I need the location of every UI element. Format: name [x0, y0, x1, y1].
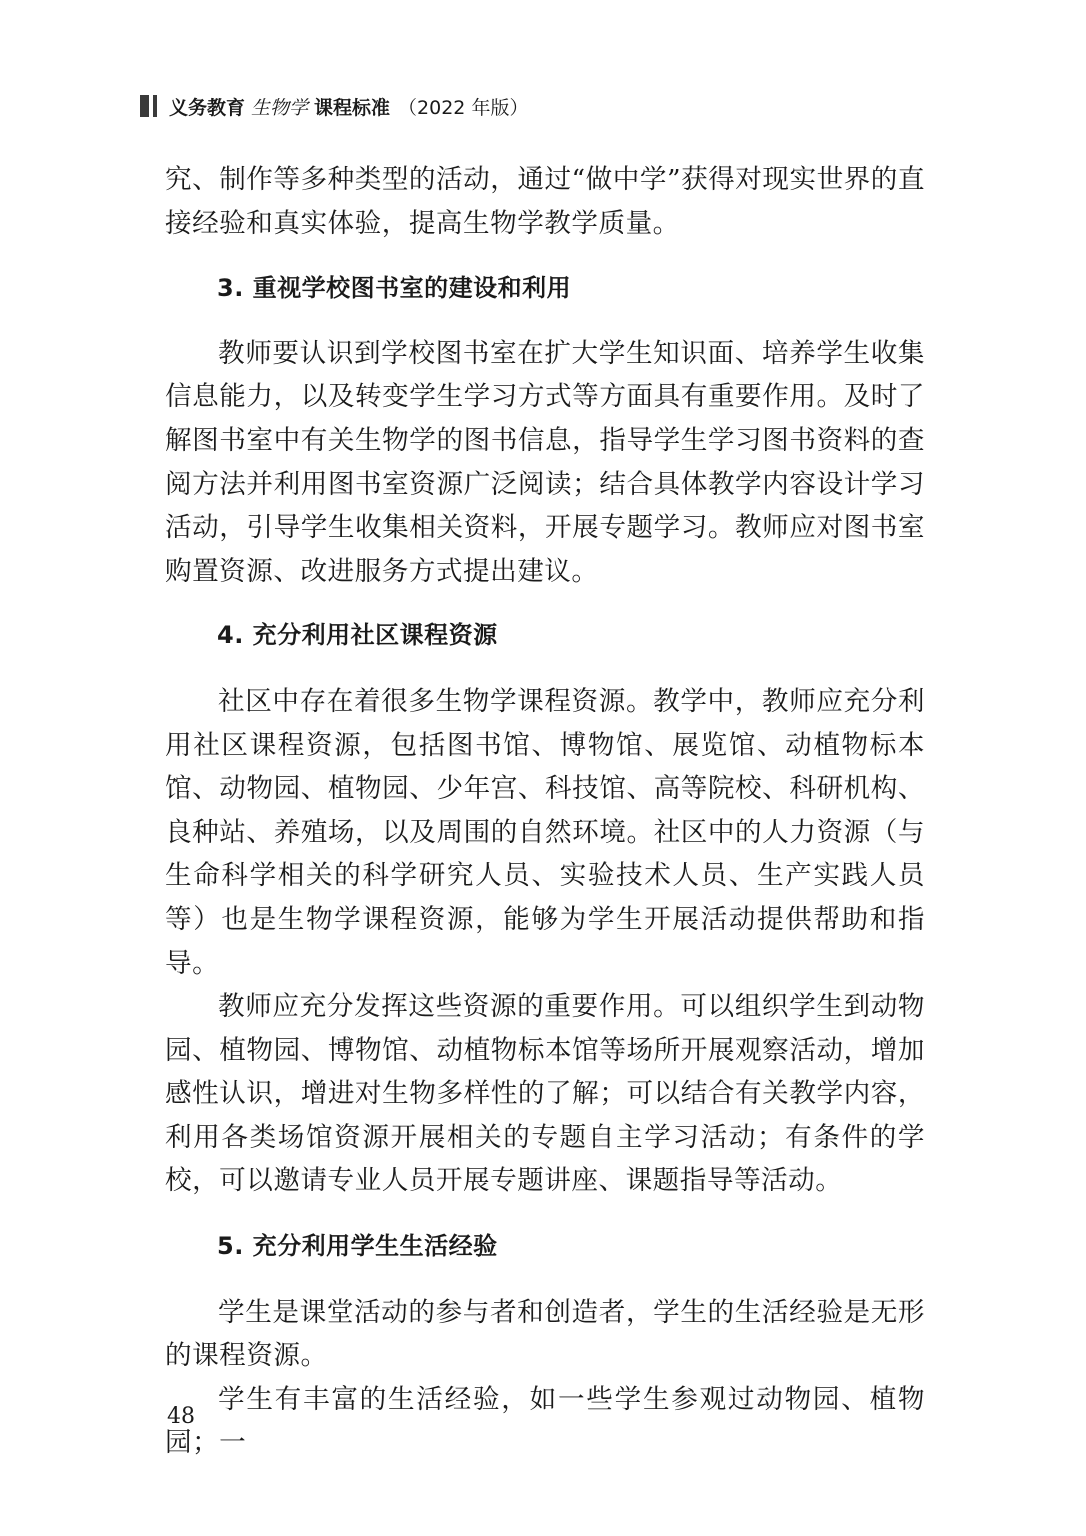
- header-part1: 义务教育: [169, 96, 246, 119]
- section-heading-4: 4. 充分利用社区课程资源: [217, 621, 498, 650]
- paragraph-community-resources: 社区中存在着很多生物学课程资源。教学中，教师应充分利用社区课程资源，包括图书馆、博物馆、展览馆、动植物标本馆、动物园、植物园、少年宫、科技馆、高等院校、科研机构、良种站、养殖场，以及周围的自然环境。社区中的人力资源（与生命科学相关的科学研究人员、实验技术人员、生产实践人员等）也是生物学课程资源，能够为学生开展活动提供帮助和指导。: [165, 685, 925, 979]
- header-part3: 课程标准: [314, 96, 391, 119]
- paragraph-continuation: 究、制作等多种类型的活动，通过“做中学”获得对现实世界的直接经验和真实体验，提高生物学教学质量。: [165, 164, 925, 239]
- paragraph-student-examples: 学生有丰富的生活经验，如一些学生参观过动物园、植物园；一: [165, 1383, 925, 1459]
- paragraph-library: 教师要认识到学校图书室在扩大学生知识面、培养学生收集信息能力，以及转变学生学习方式等方面具有重要作用。及时了解图书室中有关生物学的图书信息，指导学生学习图书资料的查阅方法并利用图书室资源广泛阅读；结合具体教学内容设计学习活动，引导学生收集相关资料，开展专题学习。教师应对图书室购置资源、改进服务方式提出建议。: [165, 337, 925, 587]
- section-heading-3: 3. 重视学校图书室的建设和利用: [217, 274, 572, 303]
- header-edition: （2022 年版）: [398, 96, 529, 119]
- page-number: 48: [167, 1404, 195, 1429]
- page-body: [165, 158, 925, 1465]
- paragraph-community-activities: 教师应充分发挥这些资源的重要作用。可以组织学生到动物园、植物园、博物馆、动植物标本馆等场所开展观察活动，增加感性认识，增进对生物多样性的了解；可以结合有关教学内容，利用各类场馆资源开展相关的专题自主学习活动；有条件的学校，可以邀请专业人员开展专题讲座、课题指导等活动。: [165, 991, 925, 1197]
- running-header: [140, 90, 528, 122]
- section-heading-5: 5. 充分利用学生生活经验: [217, 1232, 498, 1261]
- header-title: [169, 93, 528, 120]
- paragraph-student-experience: 学生是课堂活动的参与者和创造者，学生的生活经验是无形的课程资源。: [165, 1296, 925, 1372]
- header-bar-icon: [140, 95, 157, 117]
- header-subject: 生物学: [251, 96, 309, 119]
